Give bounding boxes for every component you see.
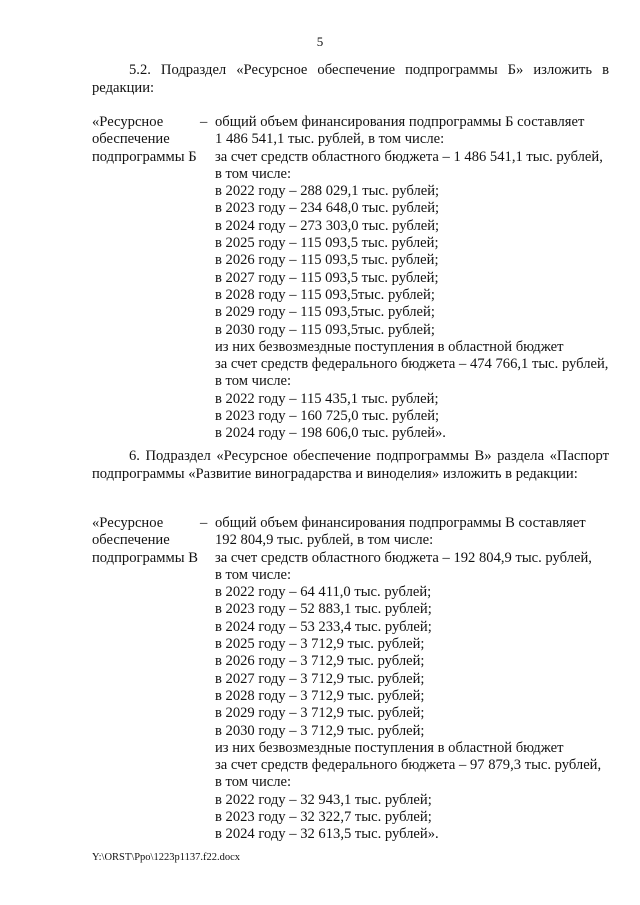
separator-dash: – xyxy=(200,515,208,531)
content-line: 1 486 541,1 тыс. рублей, в том числе: xyxy=(215,131,445,148)
content-line: в 2022 году – 288 029,1 тыс. рублей; xyxy=(215,183,440,200)
section-b-content xyxy=(215,114,610,443)
page-number: 5 xyxy=(316,34,324,49)
content-line: в 2024 году – 32 613,5 тыс. рублей». xyxy=(215,826,439,843)
content-line: в том числе: xyxy=(215,566,292,583)
section-b-intro: 5.2. Подраздел «Ресурсное обеспечение подпрограммы Б» изложить в редакции: xyxy=(92,62,609,96)
content-line: в 2028 году – 3 712,9 тыс. рублей; xyxy=(215,687,425,704)
label-line: подпрограммы Б xyxy=(92,148,197,165)
content-line: в 2029 году – 115 093,5тыс. рублей; xyxy=(215,304,435,321)
content-line: за счет средств федерального бюджета – 97 879,3 тыс. рублей, xyxy=(215,757,602,774)
content-line: в 2023 году – 234 648,0 тыс. рублей; xyxy=(215,200,440,217)
content-line: общий объем финансирования подпрограммы Б составляет xyxy=(215,114,585,130)
content-line: в 2022 году – 64 411,0 тыс. рублей; xyxy=(215,584,432,601)
content-line: в 2023 году – 52 883,1 тыс. рублей; xyxy=(215,601,432,618)
section-b-label xyxy=(92,114,200,166)
content-line: в 2027 году – 115 093,5 тыс. рублей; xyxy=(215,269,439,286)
file-path-footer: Y:\ORST\Ppo\1223p1137.f22.docx xyxy=(92,852,240,863)
content-line: из них безвозмездные поступления в областной бюджет xyxy=(215,338,564,355)
label-line: подпрограммы В xyxy=(92,549,198,566)
content-line: за счет средств областного бюджета – 1 486 541,1 тыс. рублей, xyxy=(215,148,603,165)
content-line: в 2024 году – 273 303,0 тыс. рублей; xyxy=(215,217,440,234)
content-line: в 2028 году – 115 093,5тыс. рублей; xyxy=(215,286,435,303)
content-line: в 2030 году – 3 712,9 тыс. рублей; xyxy=(215,722,425,739)
content-line: в 2022 году – 32 943,1 тыс. рублей; xyxy=(215,791,432,808)
content-line: в 2025 году – 115 093,5 тыс. рублей; xyxy=(215,235,439,252)
content-line: 192 804,9 тыс. рублей, в том числе: xyxy=(215,532,434,549)
label-line: «Ресурсное xyxy=(92,114,164,130)
content-line: в 2026 году – 3 712,9 тыс. рублей; xyxy=(215,653,425,670)
content-line: в том числе: xyxy=(215,165,292,182)
content-line: в том числе: xyxy=(215,373,292,390)
content-line: общий объем финансирования подпрограммы В составляет xyxy=(215,515,586,531)
section-v-content xyxy=(215,515,610,844)
content-line: в 2024 году – 53 233,4 тыс. рублей; xyxy=(215,618,432,635)
content-line: за счет средств областного бюджета – 192 804,9 тыс. рублей, xyxy=(215,549,592,566)
content-line: в 2023 году – 160 725,0 тыс. рублей; xyxy=(215,408,440,425)
section-v-label xyxy=(92,515,200,567)
content-line: в 2026 году – 115 093,5 тыс. рублей; xyxy=(215,252,439,269)
content-line: в 2030 году – 115 093,5тыс. рублей; xyxy=(215,321,435,338)
separator-dash: – xyxy=(200,114,208,130)
label-line: обеспечение xyxy=(92,131,170,148)
content-line: в 2025 году – 3 712,9 тыс. рублей; xyxy=(215,636,425,653)
content-line: в 2024 году – 198 606,0 тыс. рублей». xyxy=(215,425,446,442)
content-line: в 2022 году – 115 435,1 тыс. рублей; xyxy=(215,390,439,407)
label-line: «Ресурсное xyxy=(92,515,164,531)
content-line: в 2023 году – 32 322,7 тыс. рублей; xyxy=(215,809,432,826)
content-line: в том числе: xyxy=(215,774,292,791)
label-line: обеспечение xyxy=(92,532,170,549)
content-line: в 2027 году – 3 712,9 тыс. рублей; xyxy=(215,670,425,687)
section-v-intro: 6. Подраздел «Ресурсное обеспечение подпрограммы В» раздела «Паспорт подпрограммы «Развитие виноградарства и виноделия» изложить в редакции: xyxy=(92,448,609,482)
content-line: в 2029 году – 3 712,9 тыс. рублей; xyxy=(215,705,425,722)
content-line: из них безвозмездные поступления в областной бюджет xyxy=(215,739,564,756)
content-line: за счет средств федерального бюджета – 474 766,1 тыс. рублей, xyxy=(215,356,609,373)
